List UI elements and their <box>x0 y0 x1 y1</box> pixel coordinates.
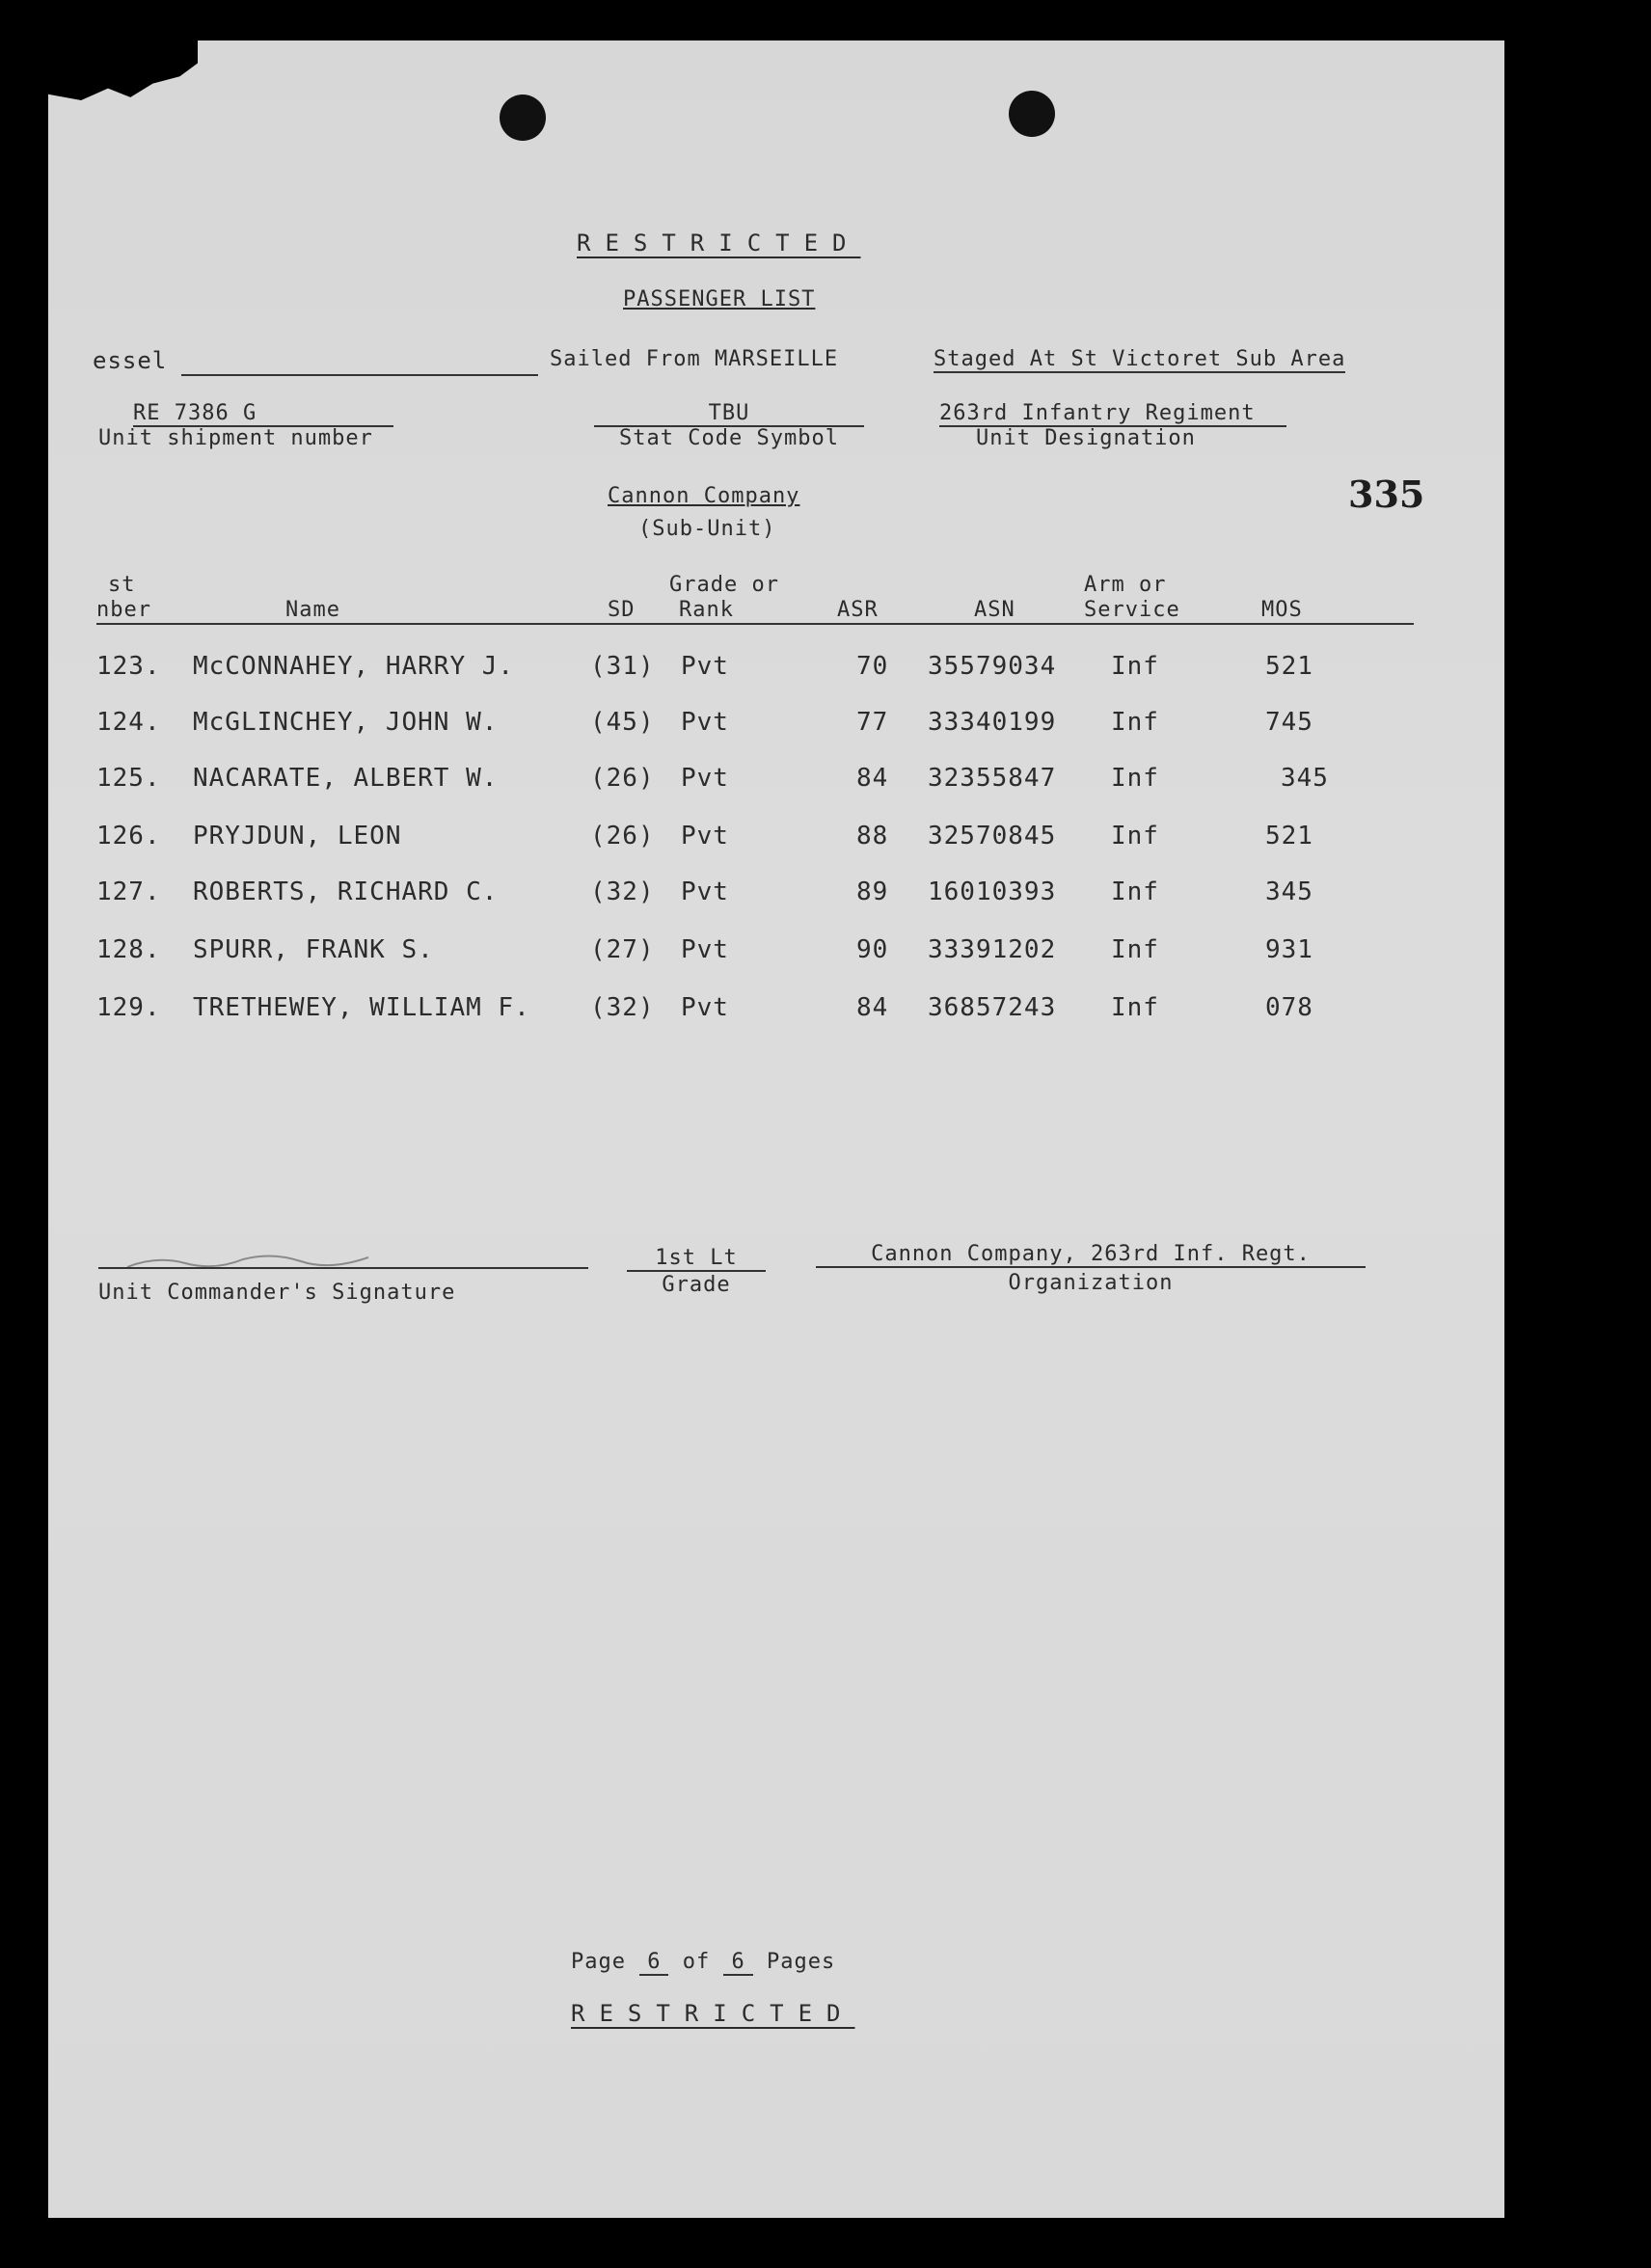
row-mos: 745 <box>1265 708 1313 737</box>
col-asn: ASN <box>974 598 1015 622</box>
row-sd: (27) <box>590 935 655 964</box>
document-page <box>48 40 1504 2218</box>
document-title: PASSENGER LIST <box>623 287 816 311</box>
unit-designation-label: Unit Designation <box>976 426 1196 450</box>
row-name: NACARATE, ALBERT W. <box>193 764 499 793</box>
row-number: 128. <box>96 935 161 964</box>
row-grade: Pvt <box>681 652 729 681</box>
row-number: 124. <box>96 708 161 737</box>
col-arm-top: Arm or <box>1084 573 1167 597</box>
row-asr: 70 <box>856 652 889 681</box>
page-current: 6 <box>639 1950 668 1976</box>
col-grade-bottom: Rank <box>679 598 734 622</box>
punch-hole-right <box>1009 91 1055 137</box>
row-arm: Inf <box>1111 708 1159 737</box>
row-arm: Inf <box>1111 764 1159 793</box>
row-number: 123. <box>96 652 161 681</box>
row-name: SPURR, FRANK S. <box>193 935 434 964</box>
row-grade: Pvt <box>681 993 729 1022</box>
restricted-top: RESTRICTED <box>577 230 861 256</box>
row-asr: 84 <box>856 993 889 1022</box>
row-number: 127. <box>96 878 161 906</box>
col-list-number-bottom: nber <box>96 598 151 622</box>
unit-shipment-number: RE 7386 G <box>133 401 393 427</box>
organization-label: Organization <box>1008 1271 1174 1295</box>
row-number: 125. <box>96 764 161 793</box>
row-mos: 931 <box>1265 935 1313 964</box>
page-word: Page <box>571 1950 626 1974</box>
row-asr: 90 <box>856 935 889 964</box>
col-asr: ASR <box>837 598 879 622</box>
row-sd: (32) <box>590 993 655 1022</box>
col-sd: SD <box>608 598 636 622</box>
row-asn: 32355847 <box>928 764 1057 793</box>
row-arm: Inf <box>1111 822 1159 850</box>
row-asr: 88 <box>856 822 889 850</box>
table-row <box>48 822 1504 860</box>
vessel-label: essel <box>93 347 168 374</box>
unit-shipment-label: Unit shipment number <box>98 426 373 450</box>
row-name: PRYJDUN, LEON <box>193 822 402 850</box>
staged-at: Staged At St Victoret Sub Area <box>934 347 1346 371</box>
row-asr: 84 <box>856 764 889 793</box>
row-sd: (45) <box>590 708 655 737</box>
sailed-from: Sailed From MARSEILLE <box>550 347 839 371</box>
table-row <box>48 993 1504 1032</box>
row-sd: (32) <box>590 878 655 906</box>
row-asn: 33340199 <box>928 708 1057 737</box>
col-name: Name <box>285 598 340 622</box>
punch-hole-left <box>500 94 546 141</box>
stat-code: TBU <box>594 401 864 427</box>
signature-line <box>98 1267 588 1269</box>
torn-corner <box>48 40 198 100</box>
row-name: TRETHEWEY, WILLIAM F. <box>193 993 530 1022</box>
col-list-number-top: st <box>108 573 136 597</box>
row-mos: 521 <box>1265 652 1313 681</box>
table-row <box>48 764 1504 802</box>
page-indicator <box>571 1950 835 1974</box>
organization-value: Cannon Company, 263rd Inf. Regt. <box>816 1242 1366 1268</box>
grade-label: Grade <box>662 1273 731 1297</box>
sub-unit-label: (Sub-Unit) <box>638 517 776 541</box>
row-asn: 33391202 <box>928 935 1057 964</box>
row-arm: Inf <box>1111 878 1159 906</box>
vessel-line <box>181 374 538 376</box>
table-row <box>48 878 1504 916</box>
grade-value: 1st Lt <box>627 1246 766 1272</box>
row-mos: 345 <box>1265 878 1313 906</box>
row-asn: 36857243 <box>928 993 1057 1022</box>
row-arm: Inf <box>1111 935 1159 964</box>
signature-scribble <box>118 1238 407 1277</box>
row-sd: (31) <box>590 652 655 681</box>
page-total: 6 <box>723 1950 752 1976</box>
col-grade-top: Grade or <box>669 573 779 597</box>
row-grade: Pvt <box>681 764 729 793</box>
row-grade: Pvt <box>681 822 729 850</box>
row-grade: Pvt <box>681 878 729 906</box>
row-grade: Pvt <box>681 935 729 964</box>
row-grade: Pvt <box>681 708 729 737</box>
page-of: of <box>682 1950 711 1974</box>
page-stamp: 335 <box>1348 472 1425 516</box>
col-mos: MOS <box>1261 598 1303 622</box>
row-mos: 521 <box>1265 822 1313 850</box>
row-mos: 345 <box>1281 764 1329 793</box>
row-asn: 35579034 <box>928 652 1057 681</box>
table-row <box>48 935 1504 974</box>
header-underline <box>96 623 1414 625</box>
col-arm-bottom: Service <box>1084 598 1180 622</box>
row-name: ROBERTS, RICHARD C. <box>193 878 499 906</box>
stat-code-label: Stat Code Symbol <box>619 426 839 450</box>
row-asn: 16010393 <box>928 878 1057 906</box>
row-number: 129. <box>96 993 161 1022</box>
signature-label: Unit Commander's Signature <box>98 1281 456 1305</box>
row-arm: Inf <box>1111 993 1159 1022</box>
row-asr: 77 <box>856 708 889 737</box>
table-row <box>48 708 1504 746</box>
row-sd: (26) <box>590 764 655 793</box>
row-name: McCONNAHEY, HARRY J. <box>193 652 515 681</box>
restricted-bottom: RESTRICTED <box>571 2000 855 2027</box>
unit-designation: 263rd Infantry Regiment <box>939 401 1286 427</box>
row-asr: 89 <box>856 878 889 906</box>
pages-word: Pages <box>766 1950 836 1974</box>
table-row <box>48 652 1504 690</box>
row-mos: 078 <box>1265 993 1313 1022</box>
sub-unit: Cannon Company <box>608 484 800 508</box>
row-arm: Inf <box>1111 652 1159 681</box>
row-sd: (26) <box>590 822 655 850</box>
row-number: 126. <box>96 822 161 850</box>
row-name: McGLINCHEY, JOHN W. <box>193 708 499 737</box>
row-asn: 32570845 <box>928 822 1057 850</box>
